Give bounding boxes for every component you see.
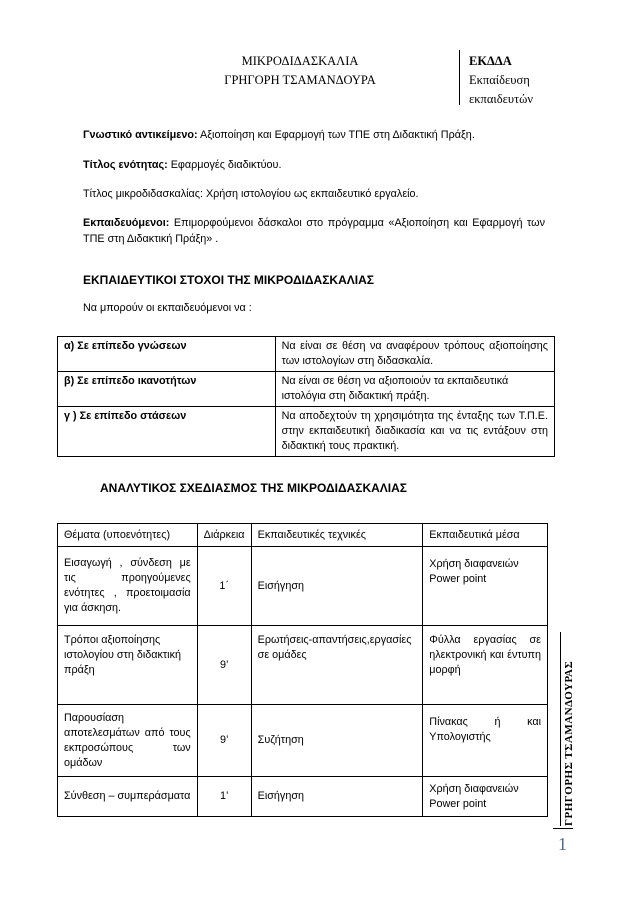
- goals-table: [57, 336, 555, 457]
- trainees-value: Επιμορφούμενοι δάσκαλοι στο πρόγραμμα «Αξιοποίηση και Εφαρμογή των ΤΠΕ στη Διδακτική Πράξη» .: [83, 217, 545, 245]
- trainees-label: Εκπαιδευόμενοι:: [83, 217, 170, 229]
- header-org-name: ΕΚΔΔΑ: [469, 54, 512, 68]
- topic-cell: Εισαγωγή , σύνδεση με τις προηγούμενες ενότητες , προετοιμασία για άσκηση.: [58, 547, 198, 626]
- technique-cell: Συζήτηση: [251, 705, 423, 777]
- column-header: Εκπαιδευτικές τεχνικές: [251, 524, 423, 547]
- goal-level: α) Σε επίπεδο γνώσεων: [58, 337, 276, 372]
- duration-cell: 9’: [197, 626, 251, 705]
- page-number: 1: [558, 834, 567, 854]
- technique-cell: Εισήγηση: [251, 777, 423, 817]
- media-cell: Χρήση διαφανειών Power point: [423, 547, 548, 626]
- plan-table: [57, 523, 548, 817]
- document-header-title: [180, 52, 420, 90]
- header-org-line2: Εκπαίδευση: [469, 73, 530, 87]
- goal-text: Να αποδεχτούν τη χρησιμότητα της ένταξης των Τ.Π.Ε. στην εκπαιδευτική διαδικασία και να τις εντάξουν στη διδακτική τους πρακτική.: [275, 407, 554, 457]
- goal-level: β) Σε επίπεδο ικανοτήτων: [58, 372, 276, 407]
- table-row: [58, 407, 555, 457]
- unit-label: Τίτλος ενότητας:: [83, 159, 168, 171]
- header-divider: [459, 50, 460, 105]
- goal-text: Να είναι σε θέση να αναφέρουν τρόπους αξιοποίησης των ιστολογίων στη διδασκαλία.: [275, 337, 554, 372]
- micro-title-paragraph: Τίτλος μικροδιδασκαλίας: Χρήση ιστολογίου ως εκπαιδευτικό εργαλείο.: [83, 188, 419, 200]
- document-header-org: [469, 52, 579, 109]
- header-title-line2: ΓΡΗΓΟΡΗ ΤΣΑΜΑΝΔΟΥΡΑ: [224, 73, 376, 87]
- media-cell: Φύλλα εργασίας σε ηλεκτρονική και έντυπη μορφή: [423, 626, 548, 705]
- topic-cell: Παρουσίαση αποτελεσμάτων από τους εκπροσώπους των ομάδων: [58, 705, 198, 777]
- goals-heading: ΕΚΠΑΙΔΕΥΤΙΚΟΙ ΣΤΟΧΟΙ ΤΗΣ ΜΙΚΡΟΔΙΔΑΣΚΑΛΙΑΣ: [83, 273, 374, 287]
- table-row: [58, 777, 548, 817]
- table-row: [58, 626, 548, 705]
- table-row: [58, 372, 555, 407]
- subject-paragraph: [83, 127, 545, 143]
- media-cell: Πίνακας ή και Υπολογιστής: [423, 705, 548, 777]
- topic-cell: Τρόποι αξιοποίησης ιστολογίου στη διδακτική πράξη: [58, 626, 198, 705]
- media-cell: Χρήση διαφανειών Power point: [423, 777, 548, 817]
- sidebar-divider: [560, 632, 561, 826]
- table-row: [58, 705, 548, 777]
- technique-cell: Ερωτήσεις-απαντήσεις,εργασίες σε ομάδες: [251, 626, 423, 705]
- table-header-row: [58, 524, 548, 547]
- goal-text: Να είναι σε θέση να αξιοποιούν τα εκπαιδευτικά ιστολόγια στη διδακτική πράξη.: [275, 372, 554, 407]
- column-header: Διάρκεια: [197, 524, 251, 547]
- header-org-line3: εκπαιδευτών: [469, 92, 534, 106]
- table-row: [58, 547, 548, 626]
- unit-value: Εφαρμογές διαδικτύου.: [167, 159, 282, 171]
- duration-cell: 1’: [197, 777, 251, 817]
- header-title-line1: ΜΙΚΡΟΔΙΔΑΣΚΑΛΙΑ: [241, 54, 359, 68]
- page-number-rule: [553, 828, 573, 829]
- subject-label: Γνωστικό αντικείμενο:: [83, 129, 198, 141]
- subject-value: Αξιοποίηση και Εφαρμογή των ΤΠΕ στη Διδακτική Πράξη.: [197, 129, 475, 141]
- duration-cell: 1΄: [197, 547, 251, 626]
- duration-cell: 9’: [197, 705, 251, 777]
- plan-heading: ΑΝΑΛΥΤΙΚΟΣ ΣΧΕΔΙΑΣΜΟΣ ΤΗΣ ΜΙΚΡΟΔΙΔΑΣΚΑΛΙΑΣ: [100, 481, 407, 495]
- column-header: Θέματα (υποενότητες): [58, 524, 198, 547]
- trainees-paragraph: [83, 215, 545, 247]
- goals-lead: Να μπορούν οι εκπαιδευόμενοι να :: [83, 302, 252, 314]
- topic-cell: Σύνθεση – συμπεράσματα: [58, 777, 198, 817]
- unit-paragraph: [83, 157, 545, 173]
- technique-cell: Εισήγηση: [251, 547, 423, 626]
- goal-level: γ ) Σε επίπεδο στάσεων: [58, 407, 276, 457]
- column-header: Εκπαιδευτικά μέσα: [423, 524, 548, 547]
- sidebar-author: ΓΡΗΓΟΡΗΣ ΤΣΑΜΑΝΔΟΥΡΑΣ: [563, 660, 575, 826]
- table-row: [58, 337, 555, 372]
